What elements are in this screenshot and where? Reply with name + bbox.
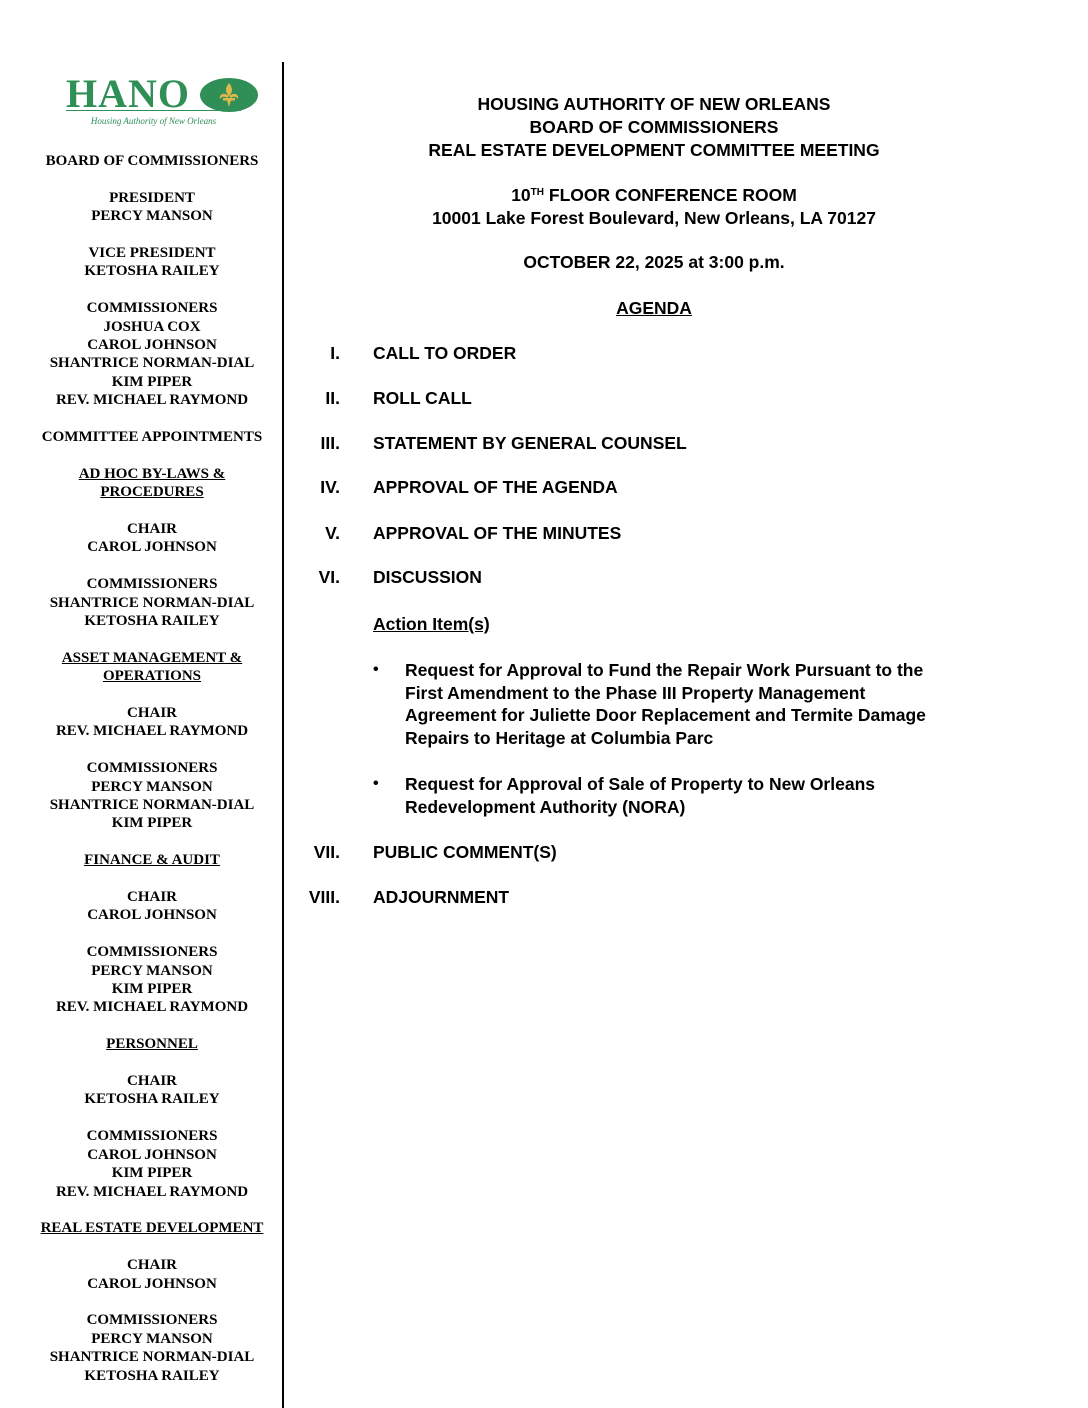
members-label: COMMISSIONERS <box>86 576 218 593</box>
board-heading: BOARD OF COMMISSIONERS <box>45 153 259 169</box>
vertical-divider <box>282 62 284 1408</box>
bullet-icon: • <box>373 775 379 792</box>
action-item-line: Request for Approval to Fund the Repair Work Pursuant to the <box>405 660 924 680</box>
agenda-item: ROLL CALL <box>373 388 472 408</box>
member-name: PERCY MANSON <box>91 1330 213 1347</box>
action-item-line: Repairs to Heritage at Columbia Parc <box>405 727 714 748</box>
action-item-line: Redevelopment Authority (NORA) <box>405 796 686 817</box>
agenda-item-number: IV. <box>320 477 340 497</box>
agenda-item-number: VIII. <box>308 887 340 907</box>
committee-name-line: AD HOC BY-LAWS & <box>78 465 226 482</box>
action-items-heading: Action Item(s) <box>373 614 490 634</box>
member-name: REV. MICHAEL RAYMOND <box>55 1183 249 1200</box>
member-name: KIM PIPER <box>111 1165 193 1182</box>
room-number: 10 <box>511 185 531 205</box>
committee-title <box>22 851 282 869</box>
commissioner-name: JOSHUA COX <box>103 318 201 335</box>
agenda-item-number: I. <box>330 343 340 363</box>
logo-tagline: Housing Authority of New Orleans <box>66 110 241 130</box>
member-name: SHANTRICE NORMAN-DIAL <box>49 1349 255 1366</box>
vice-president-title: VICE PRESIDENT <box>88 245 216 261</box>
committee-name-line: ASSET MANAGEMENT & <box>61 649 243 666</box>
bullet-icon: • <box>373 661 379 678</box>
agenda-heading: AGENDA <box>616 298 692 318</box>
meeting-address: 10001 Lake Forest Boulevard, New Orleans, LA 70127 <box>432 208 876 228</box>
committee-name-line: FINANCE & AUDIT <box>84 852 220 869</box>
member-name: PERCY MANSON <box>91 962 213 979</box>
commissioner-name: SHANTRICE NORMAN-DIAL <box>49 355 255 372</box>
agenda-item-number: III. <box>320 433 340 453</box>
agenda-item-number: II. <box>325 388 340 408</box>
board-title: BOARD OF COMMISSIONERS <box>529 117 779 137</box>
chair-label: CHAIR <box>126 705 177 722</box>
agenda-item: ADJOURNMENT <box>373 887 510 907</box>
committee-title <box>22 1219 282 1237</box>
vice-president-name: KETOSHA RAILEY <box>84 263 220 280</box>
member-name: SHANTRICE NORMAN-DIAL <box>49 797 255 814</box>
member-name: KETOSHA RAILEY <box>84 1367 220 1384</box>
chair-label: CHAIR <box>126 521 177 538</box>
member-name: PERCY MANSON <box>91 778 213 795</box>
chair-label: CHAIR <box>126 1257 177 1274</box>
logo-wordmark: HANO <box>66 71 190 116</box>
agenda-item-number: VII. <box>313 842 340 862</box>
chair-label: CHAIR <box>126 889 177 906</box>
commissioner-name: KIM PIPER <box>111 373 193 390</box>
sidebar <box>22 70 282 1403</box>
member-name: KIM PIPER <box>111 815 193 832</box>
commissioner-name: REV. MICHAEL RAYMOND <box>55 392 249 409</box>
agenda-item: APPROVAL OF THE MINUTES <box>373 523 622 543</box>
action-item-line: Agreement for Juliette Door Replacement and Termite Damage <box>405 705 926 725</box>
agenda-item: STATEMENT BY GENERAL COUNSEL <box>373 433 687 453</box>
chair-name: REV. MICHAEL RAYMOND <box>55 723 249 740</box>
agenda-item: CALL TO ORDER <box>373 343 517 363</box>
committee-name-line: OPERATIONS <box>102 668 202 685</box>
president-name: PERCY MANSON <box>91 208 213 225</box>
commissioner-name: CAROL JOHNSON <box>87 337 217 354</box>
committee-name-line: PERSONNEL <box>106 1036 198 1053</box>
agenda-item-number: VI. <box>318 567 340 587</box>
action-item <box>405 773 1005 818</box>
chair-name: CAROL JOHNSON <box>87 907 217 924</box>
committee-appointments-heading: COMMITTEE APPOINTMENTS <box>41 429 263 446</box>
agenda-item: DISCUSSION <box>373 567 482 587</box>
committee-name-line: REAL ESTATE DEVELOPMENT <box>40 1220 264 1237</box>
chair-name: KETOSHA RAILEY <box>84 1091 220 1108</box>
meeting-title: REAL ESTATE DEVELOPMENT COMMITTEE MEETING <box>428 140 880 160</box>
member-name: KETOSHA RAILEY <box>84 613 220 630</box>
member-name: KIM PIPER <box>111 981 193 998</box>
hano-logo <box>22 70 282 140</box>
agenda-item: PUBLIC COMMENT(S) <box>373 842 557 862</box>
action-item-line: First Amendment to the Phase III Property Management <box>405 682 866 703</box>
committee-name-line: PROCEDURES <box>100 484 204 501</box>
members-label: COMMISSIONERS <box>86 1128 218 1145</box>
member-name: CAROL JOHNSON <box>87 1146 217 1163</box>
agenda-item-number: V. <box>325 523 340 543</box>
member-name: SHANTRICE NORMAN-DIAL <box>49 594 255 611</box>
meeting-room <box>300 184 1008 207</box>
committee-title <box>22 649 282 686</box>
chair-label: CHAIR <box>126 1073 177 1090</box>
members-label: COMMISSIONERS <box>86 1312 218 1329</box>
committee-title <box>22 1035 282 1053</box>
meeting-datetime: OCTOBER 22, 2025 at 3:00 p.m. <box>523 252 785 272</box>
room-label: FLOOR CONFERENCE ROOM <box>544 185 797 205</box>
members-label: COMMISSIONERS <box>86 760 218 777</box>
agenda-item: APPROVAL OF THE AGENDA <box>373 477 618 497</box>
chair-name: CAROL JOHNSON <box>87 1275 217 1292</box>
commissioners-title: COMMISSIONERS <box>86 300 218 317</box>
org-title: HOUSING AUTHORITY OF NEW ORLEANS <box>477 94 831 114</box>
fleur-de-lis-icon <box>200 78 258 112</box>
room-suffix: TH <box>530 187 545 198</box>
committee-title <box>22 465 282 502</box>
members-label: COMMISSIONERS <box>86 944 218 961</box>
chair-name: CAROL JOHNSON <box>87 539 217 556</box>
president-title: PRESIDENT <box>109 189 195 206</box>
action-item-line: Request for Approval of Sale of Property to New Orleans <box>405 774 875 794</box>
action-item <box>405 659 1005 749</box>
member-name: REV. MICHAEL RAYMOND <box>55 999 249 1016</box>
